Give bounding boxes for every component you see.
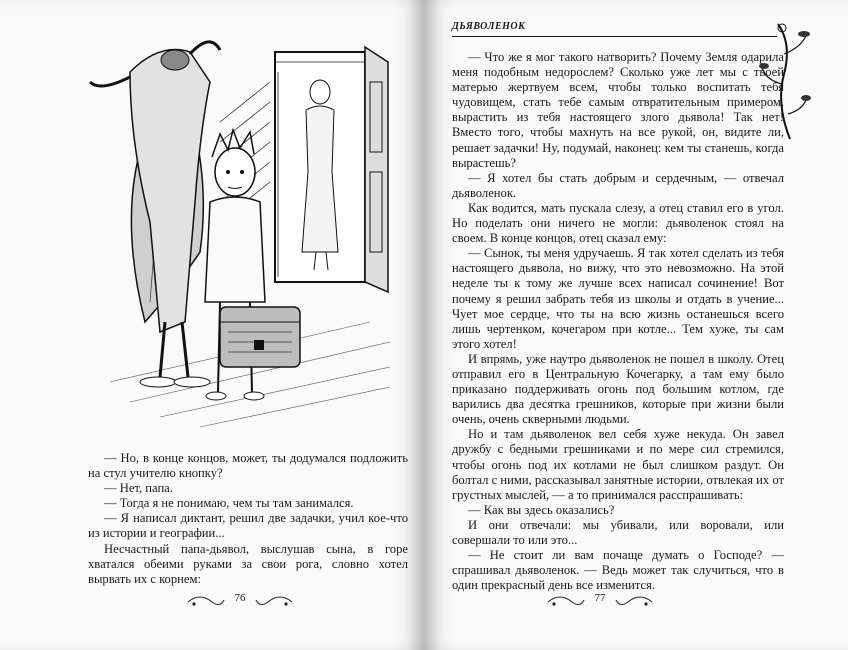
page-number: 76 [234,592,246,604]
paragraph: — Тогда я не понимаю, чем ты там занимался. [104,496,354,511]
page-number: 77 [594,592,606,604]
paragraph: — Не стоит ли вам почаще думать о Господе? — спрашивал дьяволенок. — Ведь может так случиться, что в один прекрасный день все изменится. [452,548,784,593]
paragraph: Но и там дьяволенок вел себя хуже некуда. Он завел дружбу с бедными грешниками и по мере сил стремился, чтобы огонь под их котлами не был слишком раздут. Он болтал с ними, рассказывал занятные истории, отвлекая их от грустных мыслей, — а то принимался расспрашивать: [452,427,784,502]
paragraph: — Я хотел бы стать добрым и сердечным, — отвечал дьяволенок. [452,170,784,200]
paragraph: И впрямь, уже наутро дьяволенок не пошел в школу. Отец отправил его в Центральную Кочегарку, а там ему было приказано поддерживать огонь под большим котлом, где варились два десятка грешников, которые при жизни были очень, очень скверными людьми. [452,351,784,427]
devil-family-illustration [70,22,400,442]
header-rule [452,36,777,37]
page-number-right [540,588,660,614]
paragraph: Несчастный папа-дьявол, выслушав сына, в горе хватался обеими руками за свои рога, словно хотел вырвать их с корнем: [88,541,408,586]
page-number-left [180,588,300,614]
paragraph: Как водится, мать пускала слезу, а отец ставил его в угол. Но поделать они ничего не могли: дьяволенок стоял на своем. В конце концов, отец сказал ему: [452,200,784,246]
paragraph: — Как вы здесь оказались? [468,502,615,517]
paragraph: — Нет, папа. [104,481,173,496]
paragraph: — Сынок, ты меня удручаешь. Я так хотел сделать из тебя настоящего дьявола, но вижу, что это невозможно. На этой неделе ты к тому же лучше всех написал сочинение! Вот почему я решил забрать тебя из школы и отдать в учение... Чует мое сердце, что ты на всю жизнь останешься всего лишь чертенком, кочегаром при котле... Тем хуже, ты сам этого хотел! [452,246,784,351]
right-page-text [452,50,784,593]
paragraph: — Я написал диктант, решил две задачки, учил кое-что из истории и географии... [88,511,408,541]
running-head: ДЬЯВОЛЕНОК [452,21,526,32]
paragraph: — Но, в конце концов, может, ты додумался подложить на стул учителю кнопку? [88,451,408,481]
paragraph: — Что же я мог такого натворить? Почему Земля одарила меня подобным недорослем? Сколько уже лет мы с твоей матерью жертвуем всем, чтобы только воспитать тебя чудовищем, стать тебе самым отвратительным примером, вырастить из тебя настоящего злого дьявола! Так нет! Вместо того, чтобы махнуть на все рукой, он, видите ли, решает задачки! Ну, подумай, наконец: кем ты станешь, когда вырастешь? [452,50,784,170]
left-page-text [88,451,408,587]
paragraph: И они отвечали: мы убивали, или воровали, или совершали то или это... [452,517,784,547]
